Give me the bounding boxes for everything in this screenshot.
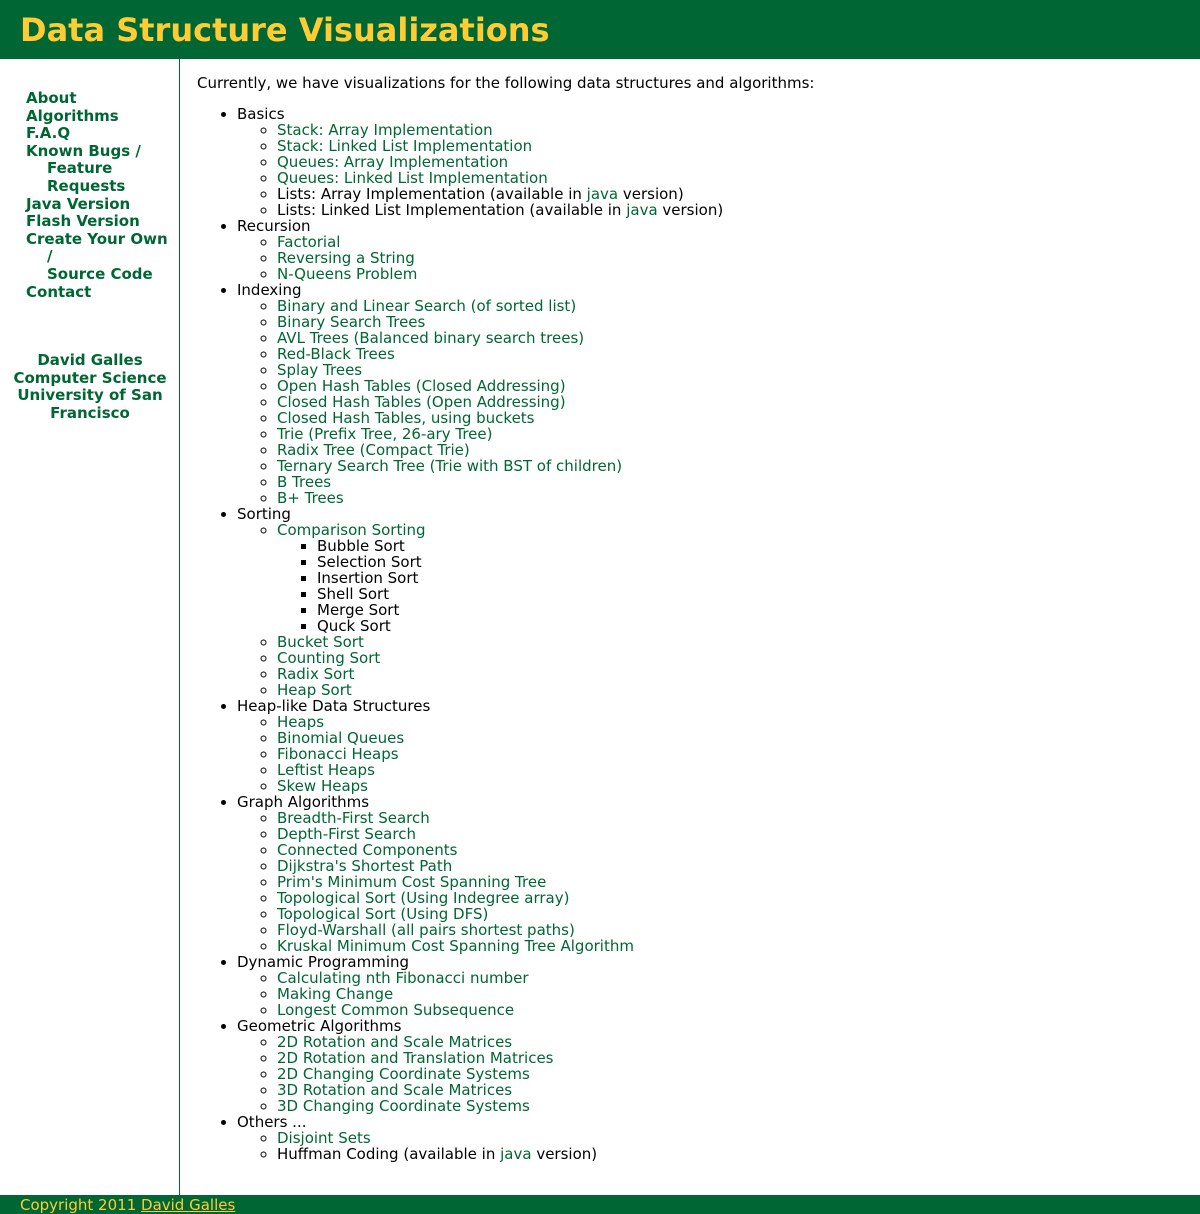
item-text: Lists: Linked List Implementation (available in — [277, 201, 627, 219]
list-item — [277, 1082, 1187, 1098]
author-line: Francisco — [50, 403, 130, 422]
list-item — [277, 170, 1187, 186]
category-heap-like-data-structures — [237, 698, 1187, 794]
list-item — [277, 1034, 1187, 1050]
list-item — [277, 410, 1187, 426]
list-item — [277, 522, 1187, 634]
site-header — [0, 0, 1200, 59]
link-comparison-sorting[interactable]: Comparison Sorting — [277, 521, 426, 539]
list-item — [277, 1146, 1187, 1162]
link-radix-sort[interactable]: Radix Sort — [277, 665, 355, 683]
category-others — [237, 1114, 1187, 1162]
category-sorting — [237, 506, 1187, 698]
author-line: Computer Science — [13, 368, 167, 387]
category-label: Indexing — [237, 281, 302, 299]
sidebar — [0, 59, 180, 1195]
list-item — [277, 1002, 1187, 1018]
link-binomial-queues[interactable]: Binomial Queues — [277, 729, 405, 747]
list-item — [277, 842, 1187, 858]
list-item — [277, 154, 1187, 170]
link-topological-sort-using-indegree-array[interactable]: Topological Sort (Using Indegree array) — [277, 889, 570, 907]
item-text: Lists: Array Implementation (available in — [277, 185, 587, 203]
category-items — [237, 714, 1187, 794]
list-item — [277, 810, 1187, 826]
list-item — [277, 394, 1187, 410]
link-counting-sort[interactable]: Counting Sort — [277, 649, 381, 667]
category-label: Geometric Algorithms — [237, 1017, 402, 1035]
link-open-hash-tables-closed-addressing[interactable]: Open Hash Tables (Closed Addressing) — [277, 377, 566, 395]
sidebar-item-about[interactable] — [26, 90, 176, 108]
sidebar-item-label: F.A.Q — [26, 124, 71, 143]
link-stack-linked-list-implementation[interactable]: Stack: Linked List Implementation — [277, 137, 533, 155]
sub-item-bubble-sort: ▪ Bubble Sort — [317, 538, 1187, 554]
copyright-label: Copyright 2011 — [20, 1196, 142, 1214]
link-factorial[interactable]: Factorial — [277, 233, 341, 251]
list-item — [277, 762, 1187, 778]
list-item — [277, 970, 1187, 986]
author-line: David Galles — [37, 351, 143, 369]
link-avl-trees-balanced-binary-search-trees[interactable]: AVL Trees (Balanced binary search trees) — [277, 329, 585, 347]
sub-item-selection-sort: ▪ Selection Sort — [317, 554, 1187, 570]
intro-text: Currently, we have visualizations for the following data structures and algorithms: — [197, 74, 815, 92]
category-geometric-algorithms — [237, 1018, 1187, 1114]
link-kruskal-minimum-cost-spanning-tree-algorithm[interactable]: Kruskal Minimum Cost Spanning Tree Algorithm — [277, 937, 634, 955]
sidebar-item-algorithms[interactable] — [26, 108, 176, 126]
link-longest-common-subsequence[interactable]: Longest Common Subsequence — [277, 1001, 515, 1019]
link-bucket-sort[interactable]: Bucket Sort — [277, 633, 364, 651]
link-calculating-nth-fibonacci-number[interactable]: Calculating nth Fibonacci number — [277, 969, 529, 987]
item-text: Huffman Coding (available in — [277, 1145, 501, 1163]
category-label: Others ... — [237, 1113, 307, 1131]
sidebar-item-label: About — [26, 89, 77, 107]
sidebar-item-flash-version[interactable] — [26, 213, 176, 231]
link-skew-heaps[interactable]: Skew Heaps — [277, 777, 368, 795]
sidebar-item-label: Source Code — [47, 264, 153, 283]
list-item — [277, 490, 1187, 506]
sidebar-item-java-version[interactable] — [26, 196, 176, 214]
link-queues-array-implementation[interactable]: Queues: Array Implementation — [277, 153, 509, 171]
sidebar-item-label: Create Your Own — [26, 229, 168, 248]
category-label: Sorting — [237, 505, 291, 523]
sidebar-item-label: / — [47, 247, 53, 266]
list-item — [277, 650, 1187, 666]
author-info — [0, 352, 180, 422]
list-item — [277, 682, 1187, 698]
link-b-trees[interactable]: B+ Trees — [277, 489, 344, 507]
sidebar-item-known-bugs-feature-requests[interactable] — [26, 143, 176, 196]
sidebar-item-contact[interactable] — [26, 284, 176, 302]
sidebar-item-label: Known Bugs / — [26, 141, 141, 160]
list-item — [277, 346, 1187, 362]
category-list — [197, 106, 1187, 1162]
main-content — [197, 72, 1187, 1162]
sub-item-shell-sort: ▪ Shell Sort — [317, 586, 1187, 602]
sub-item-insertion-sort: ▪ Insertion Sort — [317, 570, 1187, 586]
list-item — [277, 442, 1187, 458]
link-disjoint-sets[interactable]: Disjoint Sets — [277, 1129, 371, 1147]
list-item — [277, 138, 1187, 154]
list-item — [277, 122, 1187, 138]
copyright-text — [20, 1196, 235, 1214]
link-closed-hash-tables-using-buckets[interactable]: Closed Hash Tables, using buckets — [277, 409, 535, 427]
category-items — [237, 1130, 1187, 1162]
category-items — [237, 522, 1187, 698]
sub-item-merge-sort: ▪ Merge Sort — [317, 602, 1187, 618]
link-heaps[interactable]: Heaps — [277, 713, 325, 731]
link-2d-rotation-and-scale-matrices[interactable]: 2D Rotation and Scale Matrices — [277, 1033, 513, 1051]
category-recursion — [237, 218, 1187, 282]
list-item — [277, 474, 1187, 490]
site-footer — [0, 1195, 1200, 1214]
link-radix-tree-compact-trie[interactable]: Radix Tree (Compact Trie) — [277, 441, 470, 459]
link-b-trees[interactable]: B Trees — [277, 473, 332, 491]
link-depth-first-search[interactable]: Depth-First Search — [277, 825, 416, 843]
category-dynamic-programming — [237, 954, 1187, 1018]
sidebar-item-label: Contact — [26, 282, 92, 301]
list-item — [277, 1130, 1187, 1146]
list-item — [277, 378, 1187, 394]
category-items — [237, 1034, 1187, 1114]
list-item — [277, 938, 1187, 954]
sidebar-item-label: Algorithms — [26, 106, 119, 125]
sidebar-item-f-a-q[interactable] — [26, 125, 176, 143]
category-graph-algorithms — [237, 794, 1187, 954]
list-item — [277, 746, 1187, 762]
category-items — [237, 234, 1187, 282]
link-red-black-trees[interactable]: Red-Black Trees — [277, 345, 395, 363]
link-breadth-first-search[interactable]: Breadth-First Search — [277, 809, 430, 827]
list-item — [277, 634, 1187, 650]
list-item — [277, 298, 1187, 314]
category-label: Heap-like Data Structures — [237, 697, 431, 715]
list-item — [277, 890, 1187, 906]
item-text-suffix: version) — [531, 1145, 598, 1163]
page-title: Data Structure Visualizations — [20, 11, 550, 49]
category-label: Dynamic Programming — [237, 953, 410, 971]
link-topological-sort-using-dfs[interactable]: Topological Sort (Using DFS) — [277, 905, 489, 923]
link-reversing-a-string[interactable]: Reversing a String — [277, 249, 415, 267]
link-prim-s-minimum-cost-spanning-tree[interactable]: Prim's Minimum Cost Spanning Tree — [277, 873, 547, 891]
java-version-link[interactable]: java — [626, 201, 658, 219]
list-item — [277, 826, 1187, 842]
list-item — [277, 874, 1187, 890]
list-item — [277, 458, 1187, 474]
sub-item-quck-sort: ▪ Quck Sort — [317, 618, 1187, 634]
sidebar-item-label: Requests — [47, 176, 126, 195]
sidebar-item-label: Feature — [47, 159, 113, 178]
author-link[interactable]: David Galles — [141, 1196, 236, 1214]
link-floyd-warshall-all-pairs-shortest-paths[interactable]: Floyd-Warshall (all pairs shortest paths) — [277, 921, 575, 939]
link-making-change[interactable]: Making Change — [277, 985, 394, 1003]
list-item — [277, 906, 1187, 922]
item-text-suffix: version) — [657, 201, 724, 219]
link-3d-changing-coordinate-systems[interactable]: 3D Changing Coordinate Systems — [277, 1097, 530, 1115]
java-version-link[interactable]: java — [586, 185, 619, 203]
list-item — [277, 202, 1187, 218]
link-dijkstra-s-shortest-path[interactable]: Dijkstra's Shortest Path — [277, 857, 453, 875]
category-indexing — [237, 282, 1187, 506]
category-label: Basics — [237, 105, 285, 123]
category-label: Graph Algorithms — [237, 793, 370, 811]
item-text-suffix: version) — [618, 185, 684, 203]
link-heap-sort[interactable]: Heap Sort — [277, 681, 352, 699]
category-label: Recursion — [237, 217, 311, 235]
link-leftist-heaps[interactable]: Leftist Heaps — [277, 761, 375, 779]
category-basics — [237, 106, 1187, 218]
author-line: University of San — [17, 386, 163, 405]
list-item — [277, 922, 1187, 938]
list-item — [277, 778, 1187, 794]
list-item — [277, 314, 1187, 330]
sub-items — [277, 538, 1187, 634]
link-2d-changing-coordinate-systems[interactable]: 2D Changing Coordinate Systems — [277, 1065, 530, 1083]
link-splay-trees[interactable]: Splay Trees — [277, 361, 363, 379]
list-item — [277, 666, 1187, 682]
list-item — [277, 730, 1187, 746]
category-items — [237, 810, 1187, 954]
list-item — [277, 714, 1187, 730]
link-binary-search-trees[interactable]: Binary Search Trees — [277, 313, 426, 331]
link-trie-prefix-tree-26-ary-tree[interactable]: Trie (Prefix Tree, 26-ary Tree) — [277, 425, 493, 443]
list-item — [277, 330, 1187, 346]
sidebar-nav — [26, 90, 176, 301]
link-2d-rotation-and-translation-matrices[interactable]: 2D Rotation and Translation Matrices — [277, 1049, 554, 1067]
list-item — [277, 362, 1187, 378]
list-item — [277, 250, 1187, 266]
list-item — [277, 234, 1187, 250]
list-item — [277, 186, 1187, 202]
list-item — [277, 1050, 1187, 1066]
category-items — [237, 122, 1187, 218]
sidebar-item-label: Java Version — [26, 194, 131, 213]
category-items — [237, 298, 1187, 506]
link-3d-rotation-and-scale-matrices[interactable]: 3D Rotation and Scale Matrices — [277, 1081, 513, 1099]
link-closed-hash-tables-open-addressing[interactable]: Closed Hash Tables (Open Addressing) — [277, 393, 566, 411]
list-item — [277, 426, 1187, 442]
sidebar-item-create-your-own-source-code[interactable] — [26, 231, 176, 284]
sidebar-item-label: Flash Version — [26, 212, 140, 231]
link-stack-array-implementation[interactable]: Stack: Array Implementation — [277, 121, 493, 139]
list-item — [277, 1098, 1187, 1114]
category-items — [237, 970, 1187, 1018]
link-queues-linked-list-implementation[interactable]: Queues: Linked List Implementation — [277, 169, 548, 187]
list-item — [277, 986, 1187, 1002]
link-n-queens-problem[interactable]: N-Queens Problem — [277, 265, 418, 283]
list-item — [277, 858, 1187, 874]
link-binary-and-linear-search-of-sorted-list[interactable]: Binary and Linear Search (of sorted list) — [277, 297, 577, 315]
list-item — [277, 1066, 1187, 1082]
link-fibonacci-heaps[interactable]: Fibonacci Heaps — [277, 745, 399, 763]
list-item — [277, 266, 1187, 282]
link-ternary-search-tree-trie-with-bst-of-children[interactable]: Ternary Search Tree (Trie with BST of children) — [277, 457, 623, 475]
java-version-link[interactable]: java — [500, 1145, 532, 1163]
link-connected-components[interactable]: Connected Components — [277, 841, 458, 859]
